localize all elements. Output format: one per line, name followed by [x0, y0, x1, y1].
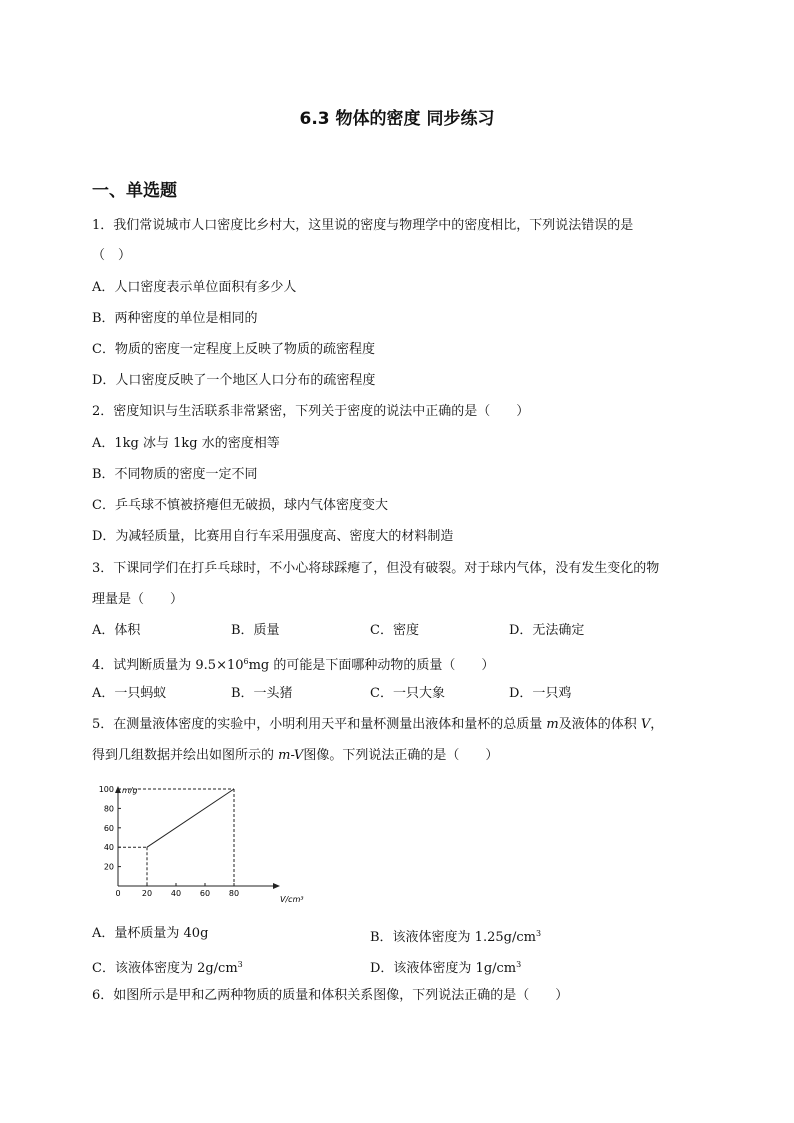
- question-1-option-a: A．人口密度表示单位面积有多少人: [92, 280, 297, 295]
- y-tick-label: 40: [103, 843, 114, 853]
- question-6-stem: 6．如图所示是甲和乙两种物质的质量和体积关系图像，下列说法正确的是（ ）: [92, 988, 569, 1003]
- y-axis-label: m/g: [122, 786, 138, 795]
- section-heading: 一、单选题: [92, 181, 177, 201]
- unit-exponent: 3: [535, 929, 542, 938]
- question-4-option-d: D．一只鸡: [509, 686, 572, 701]
- y-tick-label: 60: [103, 823, 114, 833]
- y-tick-label: 20: [103, 862, 114, 872]
- question-4-option-a: A．一只蚂蚁: [92, 686, 167, 701]
- question-5-stem-part: 及液体的体积: [558, 717, 641, 732]
- question-2-stem: 2．密度知识与生活联系非常紧密，下列关于密度的说法中正确的是（ ）: [92, 404, 530, 419]
- x-tick-label: 80: [228, 889, 240, 898]
- question-5-option-b: [370, 924, 541, 948]
- question-5-option-a: A．量杯质量为 40g: [92, 926, 209, 941]
- x-tick-label: 40: [170, 889, 182, 898]
- question-5-stem-part: 5．在测量液体密度的实验中，小明利用天平和量杯测量出液体和量杯的总质量: [92, 717, 547, 732]
- m-v-graph: [92, 778, 312, 906]
- question-1-stem: 1．我们常说城市人口密度比乡村大，这里说的密度与物理学中的密度相比，下列说法错误的是: [92, 218, 634, 233]
- question-3-stem: 3．下课同学们在打乒乓球时，不小心将球踩瘪了，但没有破裂。对于球内气体，没有发生变化的物: [92, 561, 660, 576]
- question-5-symbol-mv: m-V: [278, 748, 304, 763]
- question-5-symbol-v: V: [640, 717, 651, 732]
- question-2-option-a: A．1kg 冰与 1kg 水的密度相等: [92, 436, 280, 451]
- question-4-stem-part: 4．试判断质量为 9.5×10: [92, 658, 244, 673]
- question-5-symbol-m: m: [546, 717, 559, 732]
- question-3-stem-cont: 理量是（ ）: [92, 592, 184, 607]
- question-5-stem-cont: [92, 746, 498, 766]
- question-1-stem-cont: （ ）: [92, 248, 132, 263]
- question-5-option-c-text: C．该液体密度为 2g/cm: [92, 961, 238, 976]
- x-tick-label: 60: [199, 889, 211, 898]
- question-5-option-d-text: D．该液体密度为 1g/cm: [370, 961, 517, 976]
- x-tick-label: 20: [141, 889, 153, 898]
- question-4-stem: [92, 652, 494, 676]
- question-2-option-b: B．不同物质的密度一定不同: [92, 467, 258, 482]
- question-3-option-a: A．体积: [92, 623, 141, 638]
- question-4-option-b: B．一头猪: [231, 686, 293, 701]
- y-tick-label: 100: [98, 785, 114, 794]
- question-3-option-c: C．密度: [370, 623, 419, 638]
- question-4-option-c: C．一只大象: [370, 686, 445, 701]
- x-axis-label: V/cm³: [280, 895, 304, 904]
- question-5-stem: [92, 715, 663, 735]
- question-5-option-c: [92, 955, 243, 979]
- page-title: 6.3 物体的密度 同步练习: [299, 109, 495, 129]
- question-2-option-c: C．乒乓球不慎被挤瘪但无破损，球内气体密度变大: [92, 498, 388, 513]
- question-5-option-d: [370, 955, 521, 979]
- question-5-stem-part: 得到几组数据并绘出如图所示的: [92, 748, 279, 763]
- question-5-stem-part: 图像。下列说法正确的是（ ）: [303, 748, 499, 763]
- x-tick-label: 0: [115, 889, 121, 898]
- question-1-option-b: B．两种密度的单位是相同的: [92, 311, 258, 326]
- chart-marks: [99, 785, 239, 898]
- unit-exponent: 3: [516, 960, 522, 969]
- unit-exponent: 3: [237, 960, 243, 969]
- chart-axes: [115, 786, 304, 904]
- question-5-option-b-text: B．该液体密度为 1.25g/cm: [370, 930, 536, 945]
- question-4-exponent: 6: [243, 657, 249, 666]
- question-3-option-b: B．质量: [231, 623, 280, 638]
- x-axis-arrow: [273, 883, 280, 889]
- series-line: [147, 789, 234, 847]
- question-2-option-d: D．为减轻质量，比赛用自行车采用强度高、密度大的材料制造: [92, 529, 454, 544]
- question-1-option-d: D．人口密度反映了一个地区人口分布的疏密程度: [92, 373, 376, 388]
- question-1-option-c: C．物质的密度一定程度上反映了物质的疏密程度: [92, 342, 375, 357]
- y-tick-label: 80: [103, 804, 114, 814]
- question-3-option-d: D．无法确定: [509, 623, 585, 638]
- question-5-stem-part: ，: [650, 717, 664, 732]
- question-4-stem-part: mg 的可能是下面哪种动物的质量（ ）: [248, 658, 495, 673]
